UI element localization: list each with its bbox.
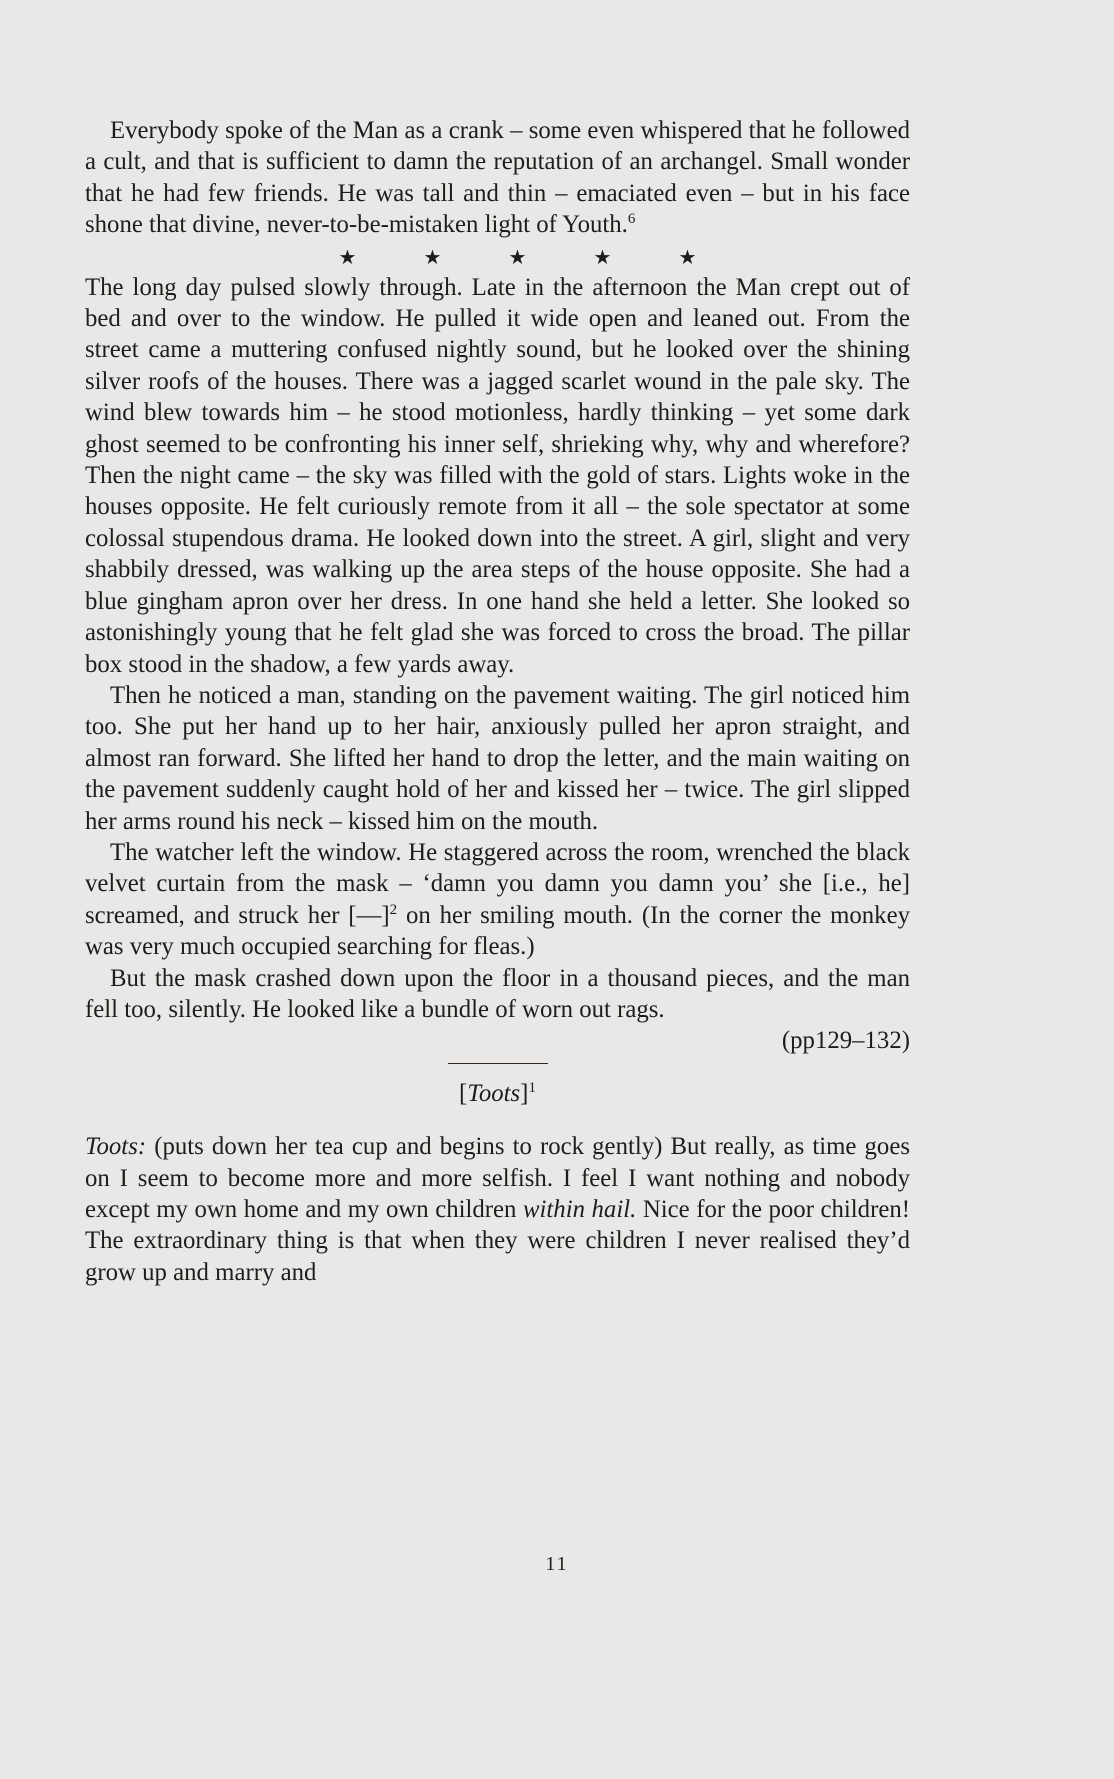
dialogue-text-a: (puts down her tea cup and begins to rock gently) But really, as time goes on I seem to become more and more selfish. I feel I want nothing and nobody except my own home and my own children: [85, 1133, 910, 1223]
page-citation: (pp129–132): [781, 1027, 910, 1055]
paragraph-long-day: The long day pulsed slowly through. Late in the afternoon the Man crept out of bed and over to the window. He pulled it wide open and leaned out. From the street came a muttering confused nightly sound, but he looked over the shining silver roofs of the houses. There was a jagged scarlet wound in the pale sky. The wind blew towards him – he stood motionless, hardly thinking – yet some dark ghost seemed to be confronting his inner self, shrieking why, why and wherefore? Then the night came – the sky was filled with the gold of stars. Lights woke in the houses opposite. He felt curiously remote from it all – the sole spectator at some colossal stupendous drama. He looked down into the street. A girl, slight and very shabbily dressed, was walking up the area steps of the house opposite. She had a blue gingham apron over her dress. In one hand she held a letter. She looked so astonishingly young that he felt glad she was forced to cross the broad. The pillar box stood in the shadow, a few yards away.: [85, 273, 910, 678]
paragraph-mask-crash: But the mask crashed down upon the floor in a thousand pieces, and the man fell too, silently. He looked like a bundle of worn out rags.: [85, 964, 910, 1023]
star-ornament: ★: [678, 246, 697, 269]
section-heading: [85, 1078, 910, 1109]
star-ornament: ★: [423, 246, 442, 269]
page-body: [85, 115, 910, 1288]
star-ornament: ★: [338, 246, 357, 269]
heading-bracket-open: [: [459, 1079, 468, 1107]
heading-bracket-close: ]: [520, 1079, 529, 1107]
paragraph-intro: [85, 115, 910, 241]
heading-title: Toots: [467, 1079, 521, 1107]
dialogue-emphasis: within hail.: [522, 1196, 637, 1223]
footnote-ref-2: 2: [389, 901, 398, 918]
page-number: 11: [545, 1553, 569, 1575]
paragraph-intro-text: Everybody spoke of the Man as a crank – some even whispered that he followed a cult, and that is sufficient to damn the reputation of an archangel. Small wonder that he had few friends. He was tall and thin – emaciated even – but in his face shone that divine, never-to-be-mistaken light of Youth.: [85, 117, 910, 239]
paragraph-man-waiting: Then he noticed a man, standing on the pavement waiting. The girl noticed him too. She put her hand up to her hair, anxiously pulled her apron straight, and almost ran forward. She lifted her hand to drop the letter, and the main waiting on the pavement suddenly caught hold of her and kissed her – twice. The girl slipped her arms round his neck – kissed him on the mouth.: [85, 681, 910, 835]
section-break-stars: [85, 241, 910, 272]
paragraph-toots-dialogue: [85, 1131, 910, 1288]
dialogue-text-b: Nice for the poor children! The extraordinary thing is that when they were children I never realised they’d grow up and marry and: [85, 1196, 911, 1286]
speaker-name: Toots:: [85, 1133, 147, 1161]
paragraph-watcher: [85, 837, 910, 963]
footnote-ref-1: 1: [528, 1079, 536, 1096]
paragraph-watcher-text-b: on her smiling mouth. (In the corner the monkey was very much occupied searching for fleas.): [85, 901, 910, 961]
star-ornament: ★: [593, 246, 612, 269]
star-ornament: ★: [508, 246, 527, 269]
footnote-ref-6: 6: [627, 211, 636, 228]
section-divider-rule: [448, 1063, 548, 1064]
paragraph-watcher-text-a: The watcher left the window. He staggered across the room, wrenched the black velvet curtain from the mask – ‘damn you damn you damn you’ she [i.e., he] screamed, and struck her [—]: [85, 838, 910, 929]
